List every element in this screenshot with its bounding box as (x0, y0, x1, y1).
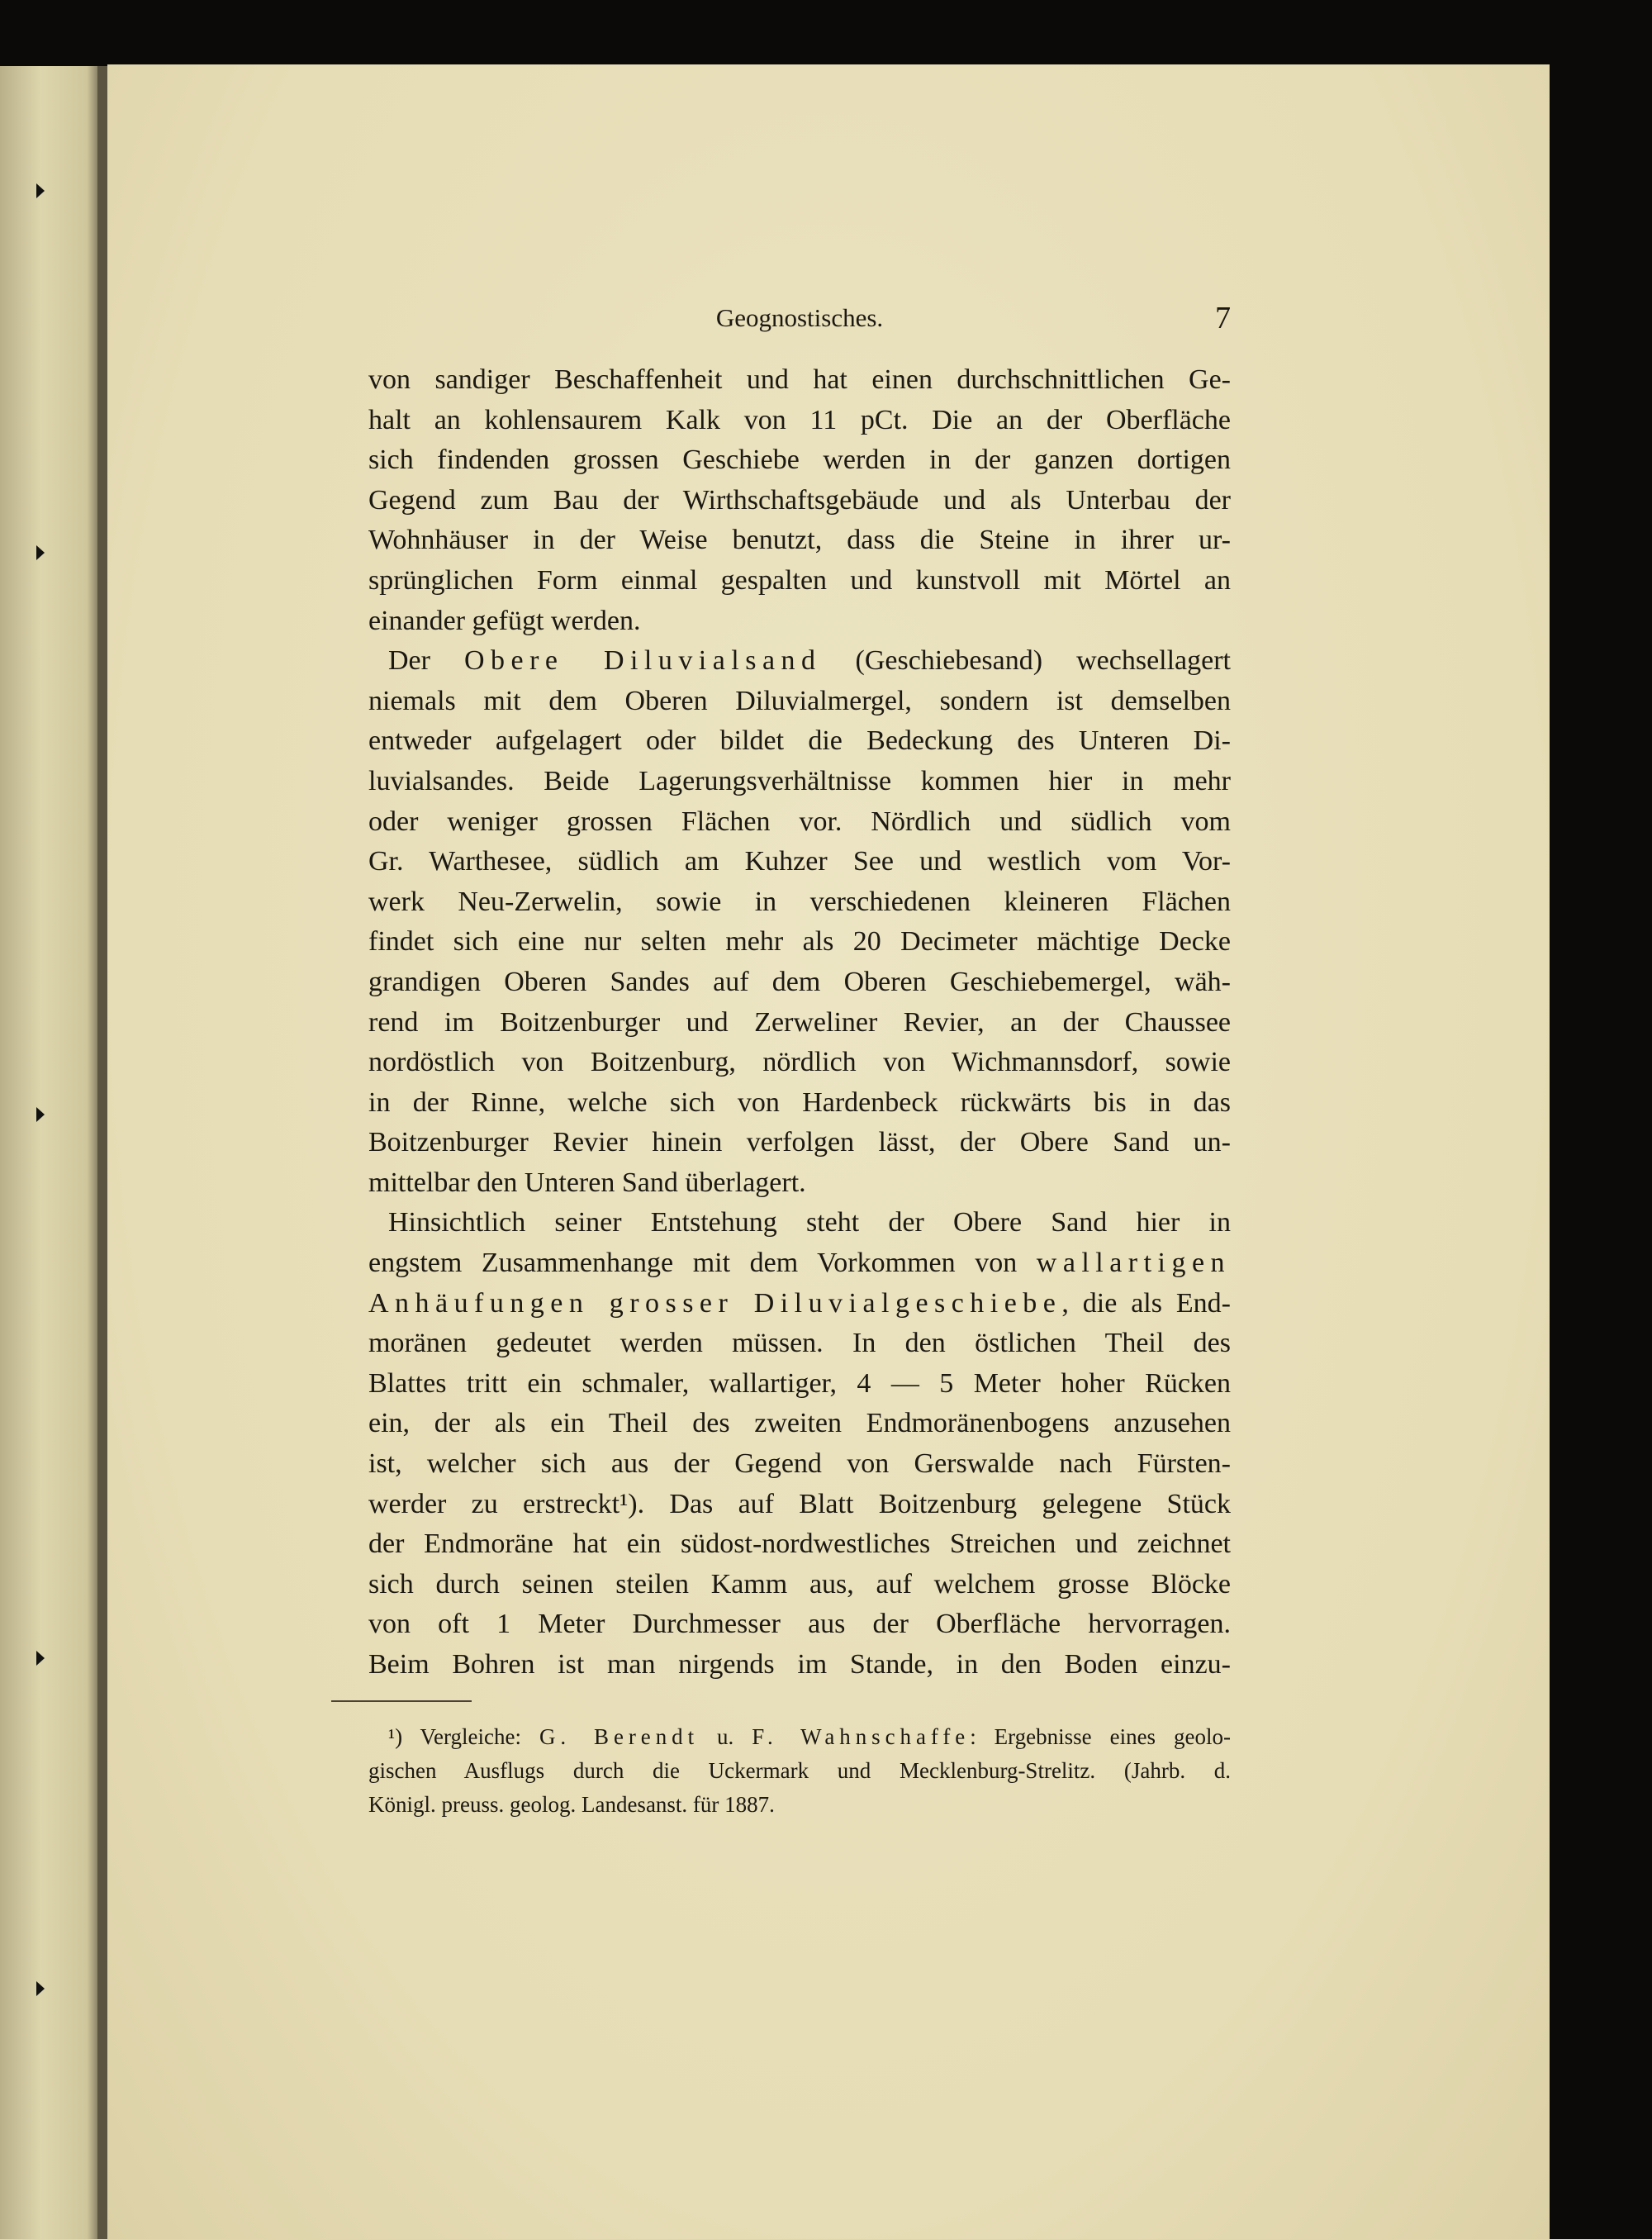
text-segment: (Geschiebesand) wechsellagert (821, 645, 1232, 677)
spaced-emphasis: F. Wahnschaffe (752, 1724, 971, 1749)
margin-mark (36, 183, 45, 198)
body-text (368, 360, 1231, 1685)
margin-mark (36, 545, 45, 560)
text-segment: Königl. preuss. geolog. Landesanst. für 1887. (368, 1792, 775, 1817)
text-line (368, 601, 1231, 642)
text-line (368, 762, 1231, 802)
text-segment: sich durch seinen steilen Kamm aus, auf welchem grosse Blöcke (368, 1568, 1231, 1600)
text-segment: rend im Boitzenburger und Zerweliner Revier, an der Chaussee (368, 1006, 1231, 1038)
text-segment: luvialsandes. Beide Lagerungsverhältnisse kommen hier in mehr (368, 765, 1231, 796)
text-segment: Der (388, 645, 464, 677)
text-segment: entweder aufgelagert oder bildet die Bedeckung des Unteren Di- (368, 725, 1231, 757)
text-line (368, 1404, 1231, 1444)
text-line (368, 922, 1231, 963)
text-segment: Boitzenburger Revier hinein verfolgen lässt, der Obere Sand un- (368, 1127, 1231, 1158)
footnote-line (368, 1754, 1231, 1788)
text-line (368, 1485, 1231, 1525)
text-line (368, 1123, 1231, 1163)
spaced-emphasis: Anhäufungen grosser Diluvialgeschiebe (368, 1287, 1062, 1319)
text-line (368, 481, 1231, 521)
text-segment: Gegend zum Bau der Wirthschaftsgebäude und als Unterbau der (368, 484, 1231, 516)
margin-mark (36, 1107, 45, 1122)
text-line (368, 1284, 1231, 1324)
text-segment: moränen gedeutet werden müssen. In den östlichen Theil des (368, 1328, 1231, 1359)
text-line (368, 1444, 1231, 1485)
text-line (368, 721, 1231, 762)
text-line (368, 641, 1231, 682)
running-title: Geognostisches. (715, 303, 884, 332)
text-line (368, 1243, 1231, 1284)
facing-page-edge (0, 66, 102, 2239)
spaced-emphasis: wallartigen (1036, 1248, 1231, 1279)
text-line (368, 1604, 1231, 1645)
text-segment: Wohnhäuser in der Weise benutzt, dass die Steine in ihrer ur- (368, 525, 1231, 556)
text-segment: , die als End- (1061, 1287, 1231, 1319)
text-segment: sich findenden grossen Geschiebe werden in der ganzen dortigen (368, 444, 1231, 476)
text-line (368, 1324, 1231, 1364)
text-segment: niemals mit dem Oberen Diluvialmergel, sondern ist demselben (368, 685, 1231, 716)
text-segment: der Endmoräne hat ein südost-nordwestliches Streichen und zeichnet (368, 1528, 1231, 1560)
text-segment: mittelbar den Unteren Sand überlagert. (368, 1167, 806, 1198)
footnote-rule (331, 1700, 472, 1702)
text-line (368, 1003, 1231, 1043)
text-segment: u. (699, 1724, 752, 1749)
text-segment: halt an kohlensaurem Kalk von 11 pCt. Die an der Oberfläche (368, 404, 1231, 435)
footnote-line (368, 1720, 1231, 1754)
text-line (368, 1083, 1231, 1124)
spaced-emphasis: G. Berendt (539, 1724, 700, 1749)
text-segment: : Ergebnisse eines geolo- (970, 1724, 1231, 1749)
text-segment: von oft 1 Meter Durchmesser aus der Oberfläche hervorragen. (368, 1609, 1231, 1640)
text-line (368, 1364, 1231, 1405)
text-segment: engstem Zusammenhange mit dem Vorkommen von (368, 1248, 1037, 1279)
text-segment: nordöstlich von Boitzenburg, nördlich von Wichmannsdorf, sowie (368, 1047, 1231, 1078)
margin-mark (36, 1651, 45, 1666)
text-segment: Hinsichtlich seiner Entstehung steht der Obere Sand hier in (388, 1207, 1231, 1238)
text-segment: ¹) Vergleiche: (388, 1724, 539, 1749)
text-line (368, 561, 1231, 601)
text-line (368, 440, 1231, 481)
text-line (368, 1524, 1231, 1565)
text-line (368, 802, 1231, 843)
text-segment: oder weniger grossen Flächen vor. Nördlich und südlich vom (368, 806, 1231, 837)
footnote-line (368, 1788, 1231, 1822)
text-line (368, 842, 1231, 882)
text-line (368, 360, 1231, 401)
text-segment: gischen Ausflugs durch die Uckermark und Mecklenburg-Strelitz. (Jahrb. d. (368, 1758, 1231, 1783)
text-line (368, 882, 1231, 923)
text-line (368, 1645, 1231, 1685)
text-segment: werk Neu-Zerwelin, sowie in verschiedenen kleineren Flächen (368, 886, 1231, 917)
spaced-emphasis: Obere Diluvialsand (464, 645, 822, 677)
text-segment: findet sich eine nur selten mehr als 20 Decimeter mächtige Decke (368, 926, 1231, 958)
text-segment: sprünglichen Form einmal gespalten und kunstvoll mit Mörtel an (368, 564, 1231, 596)
text-segment: ein, der als ein Theil des zweiten Endmoränenbogens anzusehen (368, 1408, 1231, 1439)
footnote (368, 1720, 1231, 1822)
text-line (368, 963, 1231, 1003)
text-segment: werder zu erstreckt¹). Das auf Blatt Boitzenburg gelegene Stück (368, 1488, 1231, 1519)
text-segment: grandigen Oberen Sandes auf dem Oberen Geschiebemergel, wäh- (368, 966, 1231, 997)
page-header (368, 303, 1231, 340)
text-segment: Gr. Warthesee, südlich am Kuhzer See und westlich vom Vor- (368, 846, 1231, 877)
text-segment: ist, welcher sich aus der Gegend von Gerswalde nach Fürsten- (368, 1448, 1231, 1480)
text-line (368, 1163, 1231, 1204)
text-line (368, 1565, 1231, 1605)
text-line (368, 682, 1231, 722)
page-number: 7 (1215, 301, 1231, 335)
text-segment: von sandiger Beschaffenheit und hat einen durchschnittlichen Ge- (368, 364, 1231, 395)
text-segment: in der Rinne, welche sich von Hardenbeck rückwärts bis in das (368, 1086, 1231, 1118)
margin-mark (36, 1981, 45, 1996)
text-line (368, 401, 1231, 441)
text-line (368, 1043, 1231, 1083)
text-segment: Beim Bohren ist man nirgends im Stande, in den Boden einzu- (368, 1649, 1231, 1680)
text-line (368, 521, 1231, 561)
text-segment: einander gefügt werden. (368, 605, 641, 636)
text-segment: Blattes tritt ein schmaler, wallartiger, 4 — 5 Meter hoher Rücken (368, 1367, 1231, 1399)
text-line (368, 1203, 1231, 1243)
